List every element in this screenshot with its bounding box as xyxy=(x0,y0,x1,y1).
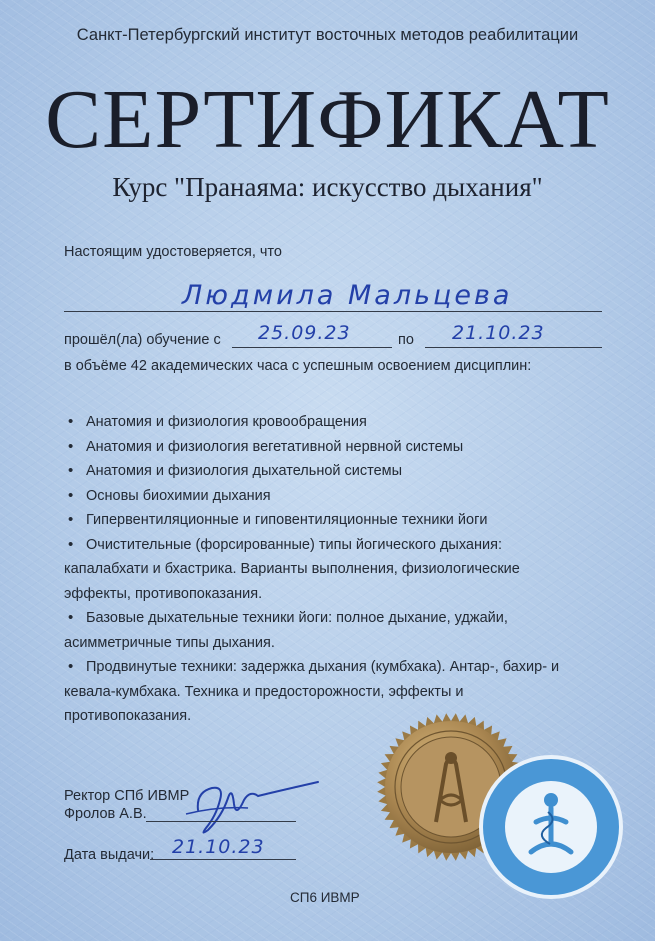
signature-line xyxy=(146,821,296,822)
training-end-date: 21.10.23 xyxy=(452,322,545,344)
institute-name: Санкт-Петербургский институт восточных методов реабилитации xyxy=(76,26,579,44)
signature-icon xyxy=(178,770,328,840)
list-item: • Продвинутые техники: задержка дыхания (кумбхака). Антар-, бахир- и кевала-кумбхака. Техника и предосторожности, эффекты и противопоказания. xyxy=(64,655,574,729)
list-item: • Базовые дыхательные техники йоги: полное дыхание, уджайи, асимметричные типы дыхания. xyxy=(64,606,574,655)
footer-mark: СП6 ИВМР xyxy=(290,890,360,905)
training-mid: по xyxy=(398,332,414,348)
list-item: • Очистительные (форсированные) типы йогического дыхания: капалабхати и бхастрика. Варианты выполнения, физиологические эффекты, противопоказания. xyxy=(64,533,574,607)
certify-text: Настоящим удостоверяется, что xyxy=(64,244,282,260)
course-title: Курс "Пранаяма: искусство дыхания" xyxy=(112,172,543,202)
start-date-line xyxy=(232,347,392,348)
list-item: • Анатомия и физиология дыхательной системы xyxy=(64,459,574,484)
rector-name: Фролов А.В. xyxy=(64,806,147,822)
recipient-line xyxy=(64,311,602,312)
end-date-line xyxy=(425,347,602,348)
list-item: • Анатомия и физиология вегетативной нервной системы xyxy=(64,435,574,460)
training-prefix: прошёл(ла) обучение с xyxy=(64,332,221,348)
training-start-date: 25.09.23 xyxy=(258,322,351,344)
disciplines-list xyxy=(64,410,574,729)
recipient-name: Людмила Мальцева xyxy=(182,280,513,311)
issue-date: 21.10.23 xyxy=(172,836,265,858)
issue-date-line xyxy=(150,859,296,860)
issue-label: Дата выдачи: xyxy=(64,847,155,863)
list-item: • Основы биохимии дыхания xyxy=(64,484,574,509)
certificate-title: СЕРТИФИКАТ xyxy=(45,73,610,166)
blue-seal-icon xyxy=(476,752,626,902)
list-item: • Анатомия и физиология кровообращения xyxy=(64,410,574,435)
list-item: • Гипервентиляционные и гиповентиляционные техники йоги xyxy=(64,508,574,533)
rector-title: Ректор СПб ИВМР xyxy=(64,788,190,804)
volume-text: в объёме 42 академических часа с успешным освоением дисциплин: xyxy=(64,358,532,374)
